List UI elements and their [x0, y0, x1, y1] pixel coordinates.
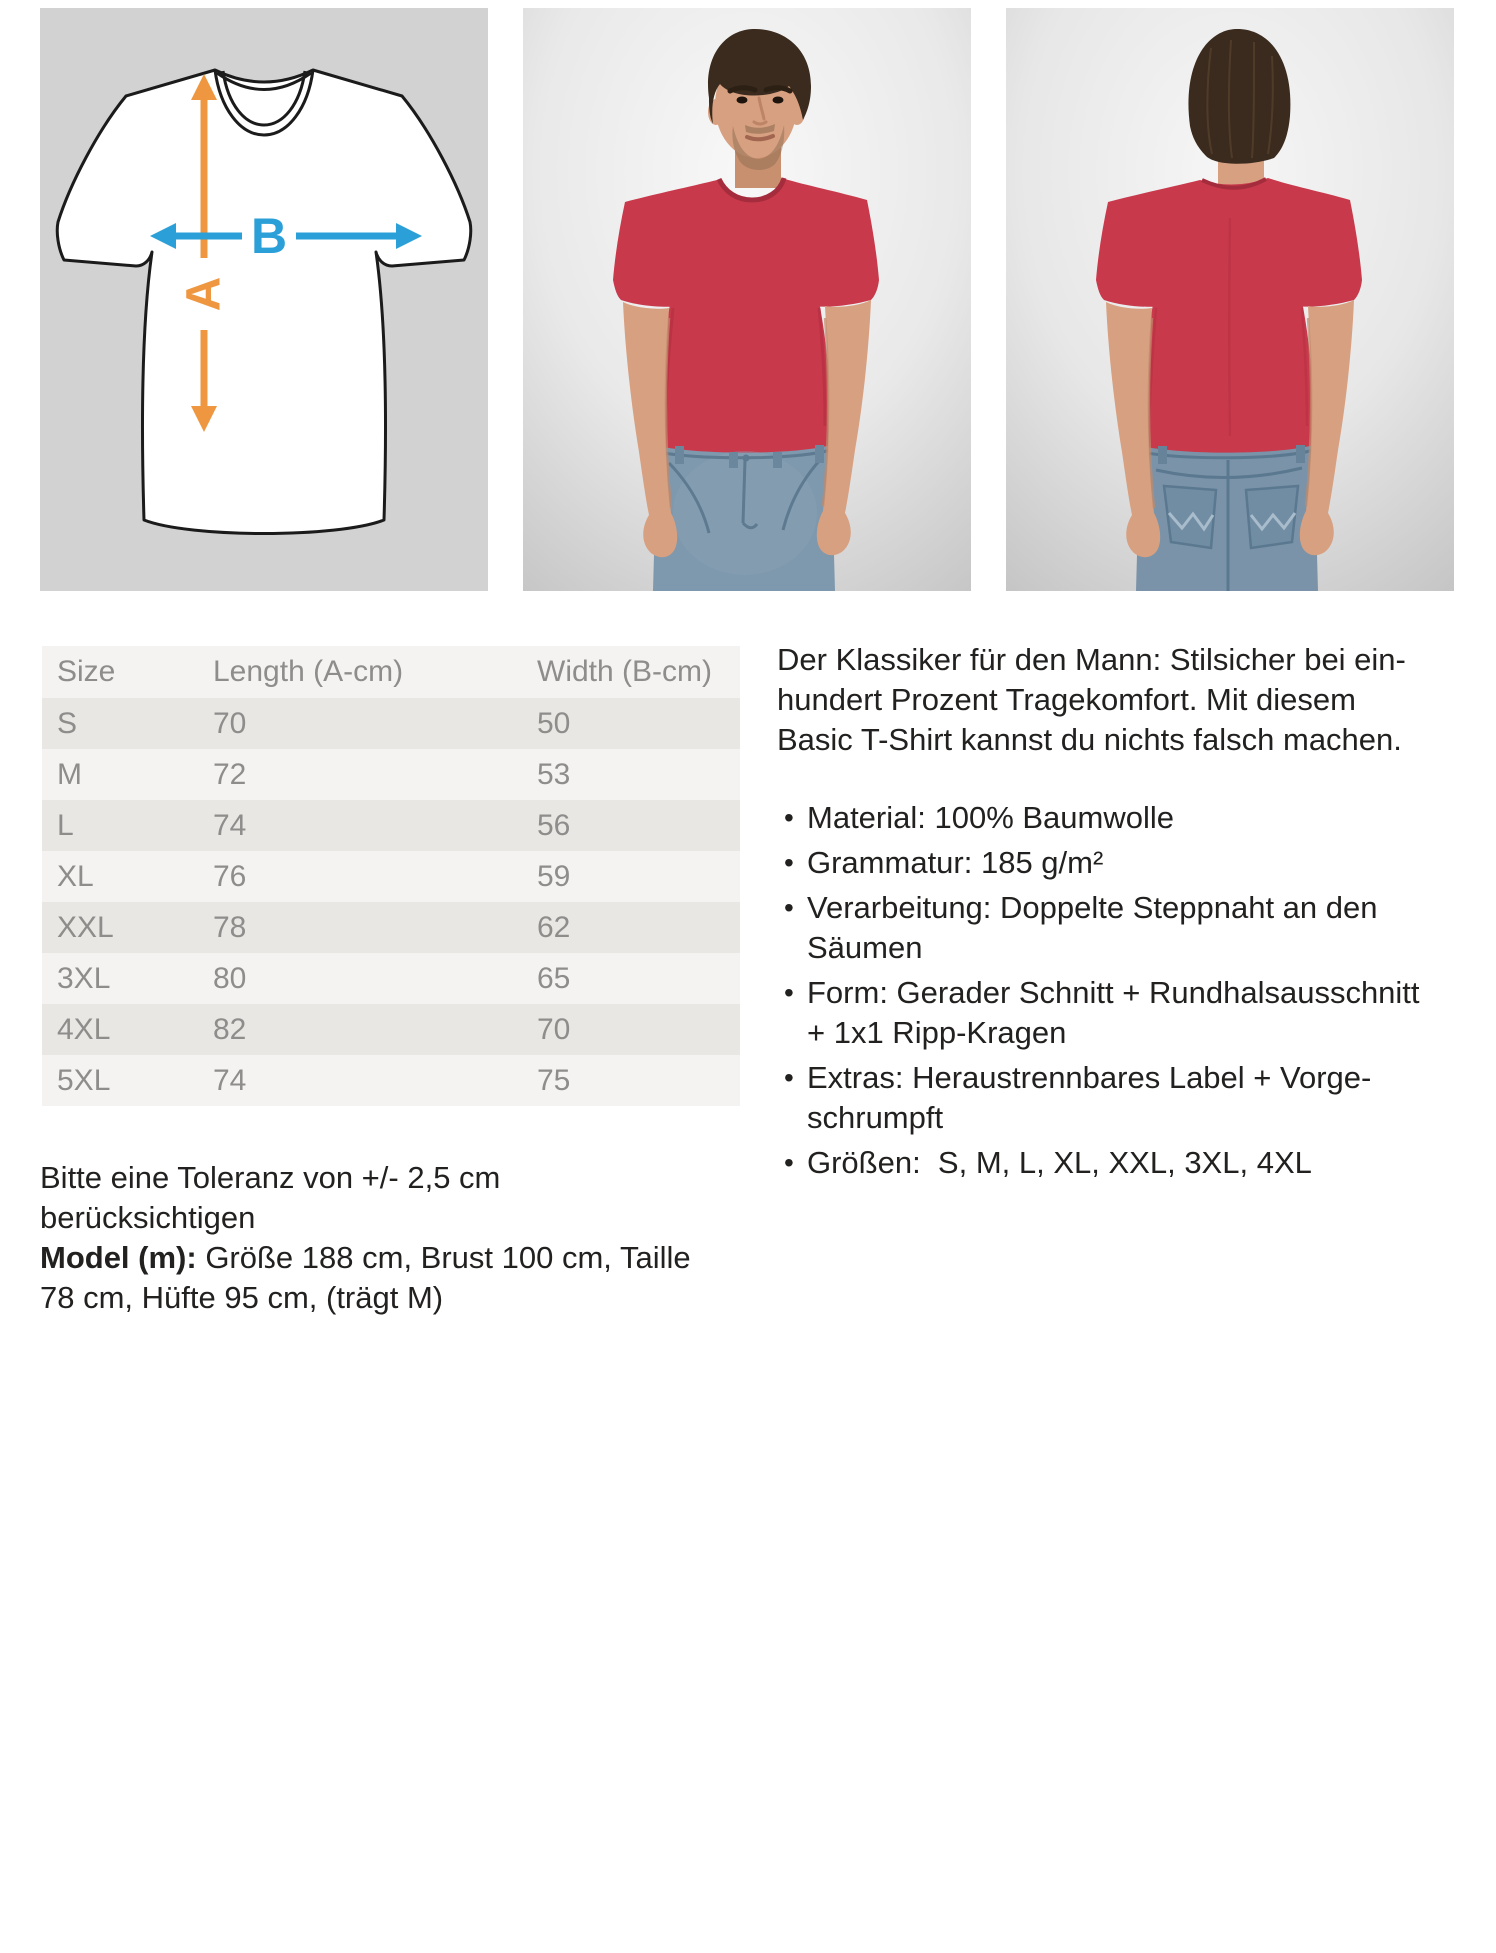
width-cell: 50 — [537, 706, 571, 740]
length-cell: 74 — [213, 1063, 247, 1097]
model-label: Model (m): — [40, 1240, 197, 1275]
tolerance-note — [40, 1158, 700, 1318]
column-header-width: Width (B-cm) — [522, 646, 740, 698]
jeans-front — [653, 445, 835, 591]
size-cell: S — [57, 706, 78, 740]
size-table — [42, 646, 740, 1106]
feature-item-material — [777, 798, 1442, 838]
table-row — [42, 953, 740, 1004]
feature-text: schrumpft — [807, 1100, 944, 1135]
jeans-back — [1136, 445, 1318, 591]
width-cell: 53 — [537, 757, 571, 791]
length-cell: 78 — [213, 910, 247, 944]
feature-text: • Form: Gerader Schnitt + Rundhalsausschnitt — [807, 975, 1420, 1010]
width-cell: 62 — [537, 910, 571, 944]
feature-text: Säumen — [807, 930, 923, 965]
description-line: hundert Prozent Tragekomfort. Mit diesem — [777, 682, 1356, 717]
feature-item-groessen — [777, 1143, 1442, 1183]
column-header-length: Length (A-cm) — [198, 646, 522, 698]
description-line: Basic T-Shirt kannst du nichts falsch machen. — [777, 722, 1402, 757]
feature-item-extras — [777, 1058, 1442, 1138]
description-paragraph — [777, 640, 1442, 760]
product-description — [777, 640, 1442, 1188]
feature-text: • Verarbeitung: Doppelte Steppnaht an den — [807, 890, 1378, 925]
table-row — [42, 1004, 740, 1055]
size-cell: L — [57, 808, 74, 842]
length-label-a: A — [177, 276, 231, 312]
table-row — [42, 1055, 740, 1106]
model-measurements: Größe 188 cm, Brust 100 cm, Taille — [196, 1240, 691, 1275]
model-front-illustration — [523, 8, 971, 591]
tshirt-measure-diagram — [40, 8, 488, 591]
size-cell: 3XL — [57, 961, 111, 995]
feature-item-form — [777, 973, 1442, 1053]
length-cell: 72 — [213, 757, 247, 791]
length-cell: 76 — [213, 859, 247, 893]
width-cell: 75 — [537, 1063, 571, 1097]
width-label-b: B — [250, 208, 288, 264]
size-cell: 4XL — [57, 1012, 111, 1046]
model-back-photo — [1006, 8, 1454, 591]
width-cell: 56 — [537, 808, 571, 842]
table-row — [42, 800, 740, 851]
table-row — [42, 698, 740, 749]
width-cell: 65 — [537, 961, 571, 995]
model-measurements-line2: 78 cm, Hüfte 95 cm, (trägt M) — [40, 1280, 444, 1315]
length-cell: 70 — [213, 706, 247, 740]
column-header-size: Size — [42, 646, 198, 698]
feature-text: + 1x1 Ripp-Kragen — [807, 1015, 1067, 1050]
tolerance-line: Bitte eine Toleranz von +/- 2,5 cm berücksichtigen — [40, 1160, 501, 1235]
table-row — [42, 902, 740, 953]
model-measurements-line — [40, 1238, 700, 1278]
length-cell: 74 — [213, 808, 247, 842]
feature-item-verarbeitung — [777, 888, 1442, 968]
width-cell: 70 — [537, 1012, 571, 1046]
size-diagram-image — [40, 8, 488, 591]
description-line: Der Klassiker für den Mann: Stilsicher bei ein- — [777, 642, 1406, 677]
length-cell: 80 — [213, 961, 247, 995]
feature-item-grammatur — [777, 843, 1442, 883]
size-cell: 5XL — [57, 1063, 111, 1097]
feature-text: • Größen: S, M, L, XL, XXL, 3XL, 4XL — [807, 1145, 1312, 1180]
size-cell: M — [57, 757, 82, 791]
size-cell: XL — [57, 859, 94, 893]
feature-text: • Material: 100% Baumwolle — [807, 800, 1175, 835]
feature-text: • Grammatur: 185 g/m² — [807, 845, 1104, 880]
model-back-illustration — [1006, 8, 1454, 591]
model-front-photo — [523, 8, 971, 591]
feature-text: • Extras: Heraustrennbares Label + Vorge- — [807, 1060, 1372, 1095]
table-row — [42, 749, 740, 800]
table-row — [42, 851, 740, 902]
size-cell: XXL — [57, 910, 114, 944]
width-cell: 59 — [537, 859, 571, 893]
size-table-header-row — [42, 646, 740, 698]
length-cell: 82 — [213, 1012, 247, 1046]
feature-list — [777, 798, 1442, 1183]
